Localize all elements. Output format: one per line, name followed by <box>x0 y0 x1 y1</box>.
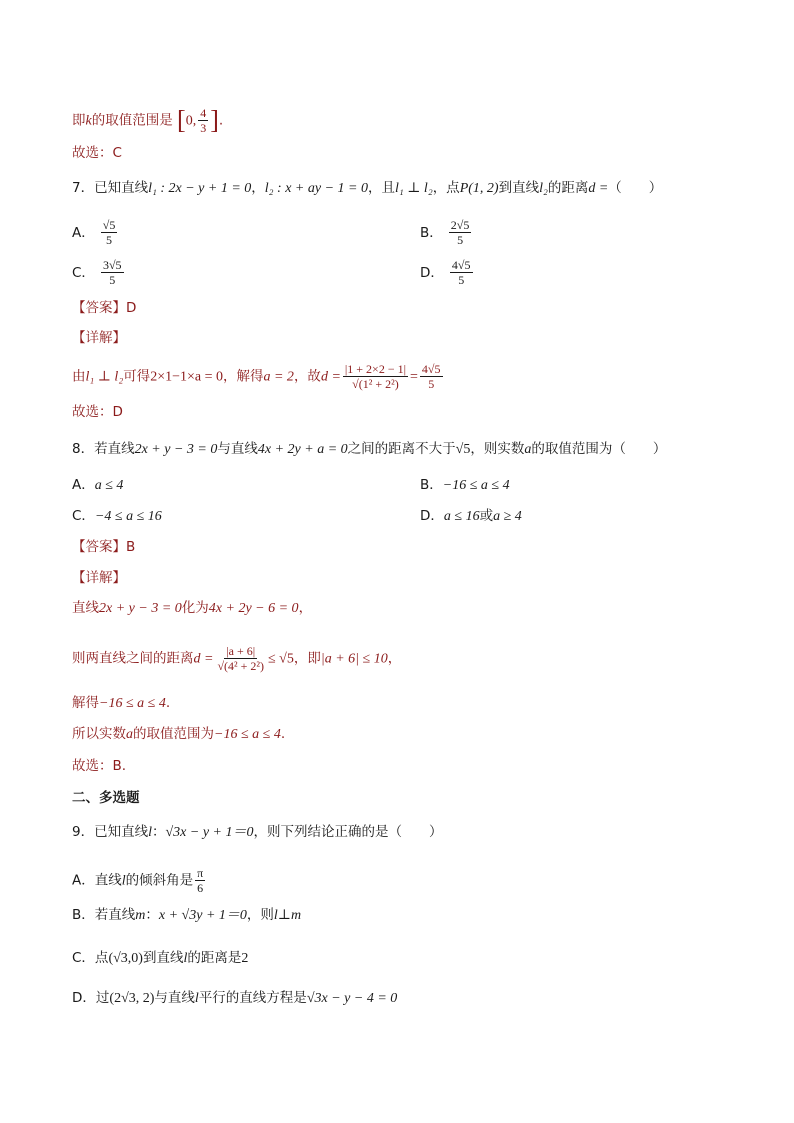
text: （ ） <box>608 180 663 196</box>
fraction-num: |1 + 2×2 − 1| <box>344 362 406 376</box>
q8-stem <box>72 439 666 460</box>
fraction <box>343 362 408 391</box>
text: 解得 <box>72 695 99 711</box>
q8-choice: 故选：B. <box>72 758 127 774</box>
fraction <box>449 218 472 247</box>
q8-step-1 <box>72 598 312 619</box>
fraction-den: 5 <box>428 377 435 391</box>
text: 到直线 <box>142 950 184 966</box>
fraction-den: 5 <box>106 233 113 247</box>
text: 与直线 <box>154 990 195 1006</box>
text: ，点 <box>432 180 460 196</box>
bracket-right: ] <box>210 105 219 135</box>
text: ，故 <box>293 368 321 385</box>
option-label: D． <box>420 264 444 281</box>
q9-stem <box>72 822 443 843</box>
q7-options-row-1 <box>72 218 722 247</box>
fraction-num: √5 <box>102 218 116 232</box>
math: √3x − y + 1＝0 <box>165 825 254 840</box>
q7-stem <box>72 178 662 199</box>
option-label: B． <box>420 477 443 493</box>
q8-option-a <box>72 477 123 493</box>
math: |a + 6| ≤ 10 <box>320 651 388 667</box>
fraction <box>101 218 118 247</box>
text: ， <box>298 600 313 616</box>
q8-step-4 <box>72 724 285 745</box>
fraction-num: 4√5 <box>421 362 441 376</box>
math: d = <box>193 651 214 667</box>
text: ，则下列结论正确的是（ ） <box>253 824 443 840</box>
q7-option-c <box>72 258 126 287</box>
math: −16 ≤ a ≤ 4 <box>214 727 281 742</box>
option-label: C． <box>72 508 95 524</box>
math: a = 2 <box>263 369 294 385</box>
fraction-num: 4 <box>200 106 207 120</box>
fraction-num: 2√5 <box>450 218 470 232</box>
math: 4x + 2y − 6 = 0 <box>208 601 299 616</box>
fraction <box>198 106 208 135</box>
option-text: a ≤ 4 <box>94 478 124 493</box>
q7-options-row-2 <box>72 258 722 287</box>
text: 之间的距离不大于 <box>347 441 456 457</box>
text: . <box>165 695 171 711</box>
math: x + √3y + 1＝0 <box>158 908 247 923</box>
fraction <box>420 362 443 391</box>
fraction-num: π <box>197 866 204 880</box>
q8-step-2 <box>72 644 401 673</box>
math: −16 ≤ a ≤ 4 <box>99 696 166 711</box>
section-title: 二、多选题 <box>72 790 140 806</box>
fraction-den: 5 <box>457 233 464 247</box>
text: ，解得 <box>222 368 264 385</box>
q7-option-a <box>72 218 119 247</box>
text: 的取值范围为（ ） <box>531 441 667 457</box>
answer-tag: 【答案】B <box>72 539 136 555</box>
math: a <box>524 442 532 457</box>
text: ，则实数 <box>470 441 525 457</box>
math: ≤ √5 <box>268 651 294 667</box>
choice-line: 故选：C <box>72 145 122 161</box>
math: (2√3, 2) <box>109 991 155 1006</box>
math: (√3,0) <box>108 951 143 966</box>
text: A．直线 <box>72 872 122 889</box>
q7-choice: 故选：D <box>72 404 123 420</box>
math: 2×1−1×a = 0 <box>150 369 223 385</box>
text: 由 <box>72 368 86 385</box>
text: 8．若直线 <box>72 441 135 457</box>
q9-option-b <box>72 905 301 926</box>
text: 到直线 <box>498 180 540 196</box>
math: l₁ ⊥ l₂ <box>395 181 433 196</box>
fraction <box>195 866 205 895</box>
math: √3x − y − 4 = 0 <box>306 991 398 1006</box>
option-text: −4 ≤ a ≤ 16 <box>94 509 162 524</box>
q8-detail-label: 【详解】 <box>72 570 126 586</box>
text: ， <box>251 180 265 196</box>
text: 的取值范围为 <box>133 726 214 742</box>
q7-solution <box>72 362 445 391</box>
q9-option-d <box>72 988 397 1009</box>
text: . <box>280 726 286 742</box>
text: . <box>218 112 224 129</box>
q7-detail-label: 【详解】 <box>72 330 126 346</box>
q8-option-c <box>72 508 162 524</box>
fraction-den: √(4² + 2²) <box>217 659 264 673</box>
text: 直线 <box>72 600 99 616</box>
text: ： <box>151 824 166 840</box>
bracket-left: [ <box>177 105 186 135</box>
text: ： <box>145 907 159 923</box>
text: ，则 <box>246 907 274 923</box>
q8-option-b <box>420 475 510 496</box>
q8-option-d <box>420 506 522 527</box>
math: l <box>194 991 199 1006</box>
math: m <box>135 908 146 923</box>
math: l₂ : x + ay − 1 = 0 <box>264 181 368 196</box>
math: l₁ : 2x − y + 1 = 0 <box>148 181 252 196</box>
math: √5 <box>455 442 471 457</box>
fraction-den: 6 <box>197 881 204 895</box>
option-text: a ≤ 16 <box>443 509 480 524</box>
math: 4x + 2y + a = 0 <box>257 442 348 457</box>
text: 7．已知直线 <box>72 180 149 196</box>
fraction-den: 5 <box>109 273 116 287</box>
text: 所以实数 <box>72 726 126 742</box>
math: = <box>410 369 418 385</box>
text: C．点 <box>72 950 109 966</box>
fraction <box>215 644 266 673</box>
fraction-num: |a + 6| <box>226 644 256 658</box>
text: 即 <box>72 112 86 129</box>
math: 2x + y − 3 = 0 <box>134 442 218 457</box>
q7-option-d <box>420 258 475 287</box>
math: l₁ ⊥ l₂ <box>85 369 124 385</box>
text: 化为 <box>181 600 209 616</box>
fraction <box>450 258 473 287</box>
math: P(1, 2) <box>459 181 499 196</box>
text: 则两直线之间的距离 <box>72 650 194 667</box>
math: d = <box>320 369 341 385</box>
option-text: a ≥ 4 <box>493 509 522 524</box>
fraction-den: 3 <box>200 121 207 135</box>
range-k-line <box>72 106 223 135</box>
text: 平行的直线方程是 <box>198 990 307 1006</box>
q7-option-b <box>420 218 473 247</box>
math: l <box>148 825 152 840</box>
math: l <box>121 873 126 889</box>
fraction <box>101 258 124 287</box>
option-label: A． <box>72 224 95 241</box>
math: l₂ <box>539 181 548 196</box>
q8-options-row-1 <box>72 475 722 496</box>
text: 可得 <box>123 368 151 385</box>
math: l <box>183 951 188 966</box>
text: D．过 <box>72 990 110 1006</box>
math: 2 <box>241 951 249 966</box>
math: 2x + y − 3 = 0 <box>99 601 182 616</box>
q8-answer <box>72 537 135 557</box>
text: ， <box>387 650 402 667</box>
text: 的取值范围是 <box>91 112 173 129</box>
option-text: 或 <box>479 508 494 524</box>
option-label: D． <box>420 508 444 524</box>
fraction-num: 3√5 <box>102 258 122 272</box>
text: 与直线 <box>217 441 258 457</box>
option-text: −16 ≤ a ≤ 4 <box>442 478 510 493</box>
q7-answer <box>72 298 136 318</box>
option-label: C． <box>72 264 95 281</box>
fraction-den: 5 <box>458 273 465 287</box>
interval-left: 0, <box>185 113 197 129</box>
q9-option-a <box>72 866 207 895</box>
text: B．若直线 <box>72 907 136 923</box>
math: a <box>126 727 133 742</box>
text: 9．已知直线 <box>72 824 149 840</box>
text: 的倾斜角是 <box>125 872 194 889</box>
q9-option-c <box>72 948 248 969</box>
text: 的距离 <box>547 180 589 196</box>
fraction-num: 4√5 <box>451 258 471 272</box>
q8-step-3 <box>72 693 170 714</box>
fraction-den: √(1² + 2²) <box>352 377 399 391</box>
math: d = <box>588 181 609 196</box>
answer-tag: 【答案】D <box>72 300 137 316</box>
text: 的距离是 <box>187 950 242 966</box>
text: ，且 <box>368 180 395 196</box>
option-label: B． <box>420 224 443 241</box>
option-label: A． <box>72 477 95 493</box>
q8-options-row-2 <box>72 506 722 527</box>
var-k: k <box>85 113 92 129</box>
math: l⊥m <box>273 908 302 923</box>
text: ，即 <box>293 650 321 667</box>
